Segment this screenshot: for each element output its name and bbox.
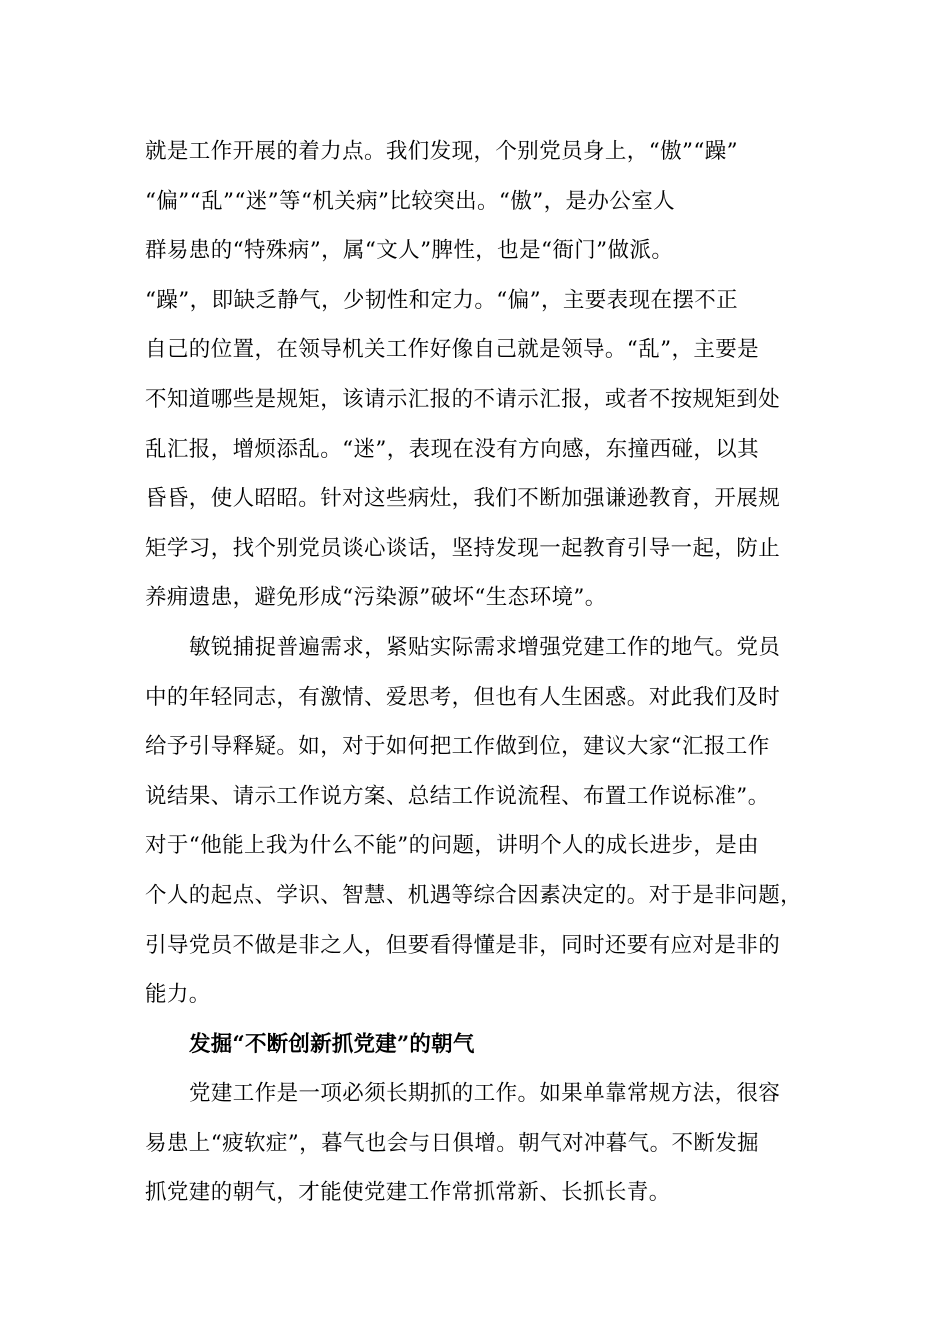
text-line: 中的年轻同志，有激情、爱思考，但也有人生困惑。对此我们及时: [145, 684, 781, 710]
text-line: 昏昏，使人昭昭。针对这些病灶，我们不断加强谦逊教育，开展规: [145, 486, 781, 512]
text-line: “躁”，即缺乏静气，少韧性和定力。“偏”，主要表现在摆不正: [145, 287, 739, 313]
text-line: 不知道哪些是规矩，该请示汇报的不请示汇报，或者不按规矩到处: [145, 386, 781, 412]
text-line: 群易患的“特殊病”，属“文人”脾性，也是“衙门”做派。: [145, 238, 674, 264]
text-line: “偏”“乱”“迷”等“机关病”比较突出。“傲”，是办公室人: [145, 188, 676, 214]
text-line: 乱汇报，增烦添乱。“迷”，表现在没有方向感，东撞西碰，以其: [145, 436, 760, 462]
text-line: 养痈遗患，避免形成“污染源”破坏“生态环境”。: [145, 585, 607, 611]
text-line: 引导党员不做是非之人，但要看得懂是非，同时还要有应对是非的: [145, 932, 781, 958]
document-body: [145, 127, 815, 1218]
text-line: 易患上“疲软症”，暮气也会与日俱增。朝气对冲暮气。不断发掘: [145, 1130, 760, 1156]
text-line: 个人的起点、学识、智慧、机遇等综合因素决定的。对于是非问题，: [145, 882, 803, 908]
paragraph-start-line: 党建工作是一项必须长期抓的工作。如果单靠常规方法，很容: [189, 1081, 781, 1107]
text-line: 就是工作开展的着力点。我们发现，个别党员身上，“傲”“躁”: [145, 139, 739, 164]
paragraph-start-line: 敏锐捕捉普遍需求，紧贴实际需求增强党建工作的地气。党员: [189, 634, 781, 660]
text-line: 抓党建的朝气，才能使党建工作常抓常新、长抓长青。: [145, 1180, 671, 1206]
text-line: 说结果、请示工作说方案、总结工作说流程、布置工作说标准”。: [145, 783, 770, 809]
text-line: 矩学习，找个别党员谈心谈话，坚持发现一起教育引导一起，防止: [145, 535, 781, 561]
text-line: 能力。: [145, 982, 211, 1008]
section-heading: 发掘“不断创新抓党建”的朝气: [189, 1031, 475, 1057]
text-line: 给予引导释疑。如，对于如何把工作做到位，建议大家“汇报工作: [145, 734, 770, 760]
text-line: 对于“他能上我为什么不能”的问题，讲明个人的成长进步，是由: [145, 833, 760, 859]
text-line: 自己的位置，在领导机关工作好像自己就是领导。“乱”，主要是: [145, 337, 760, 363]
